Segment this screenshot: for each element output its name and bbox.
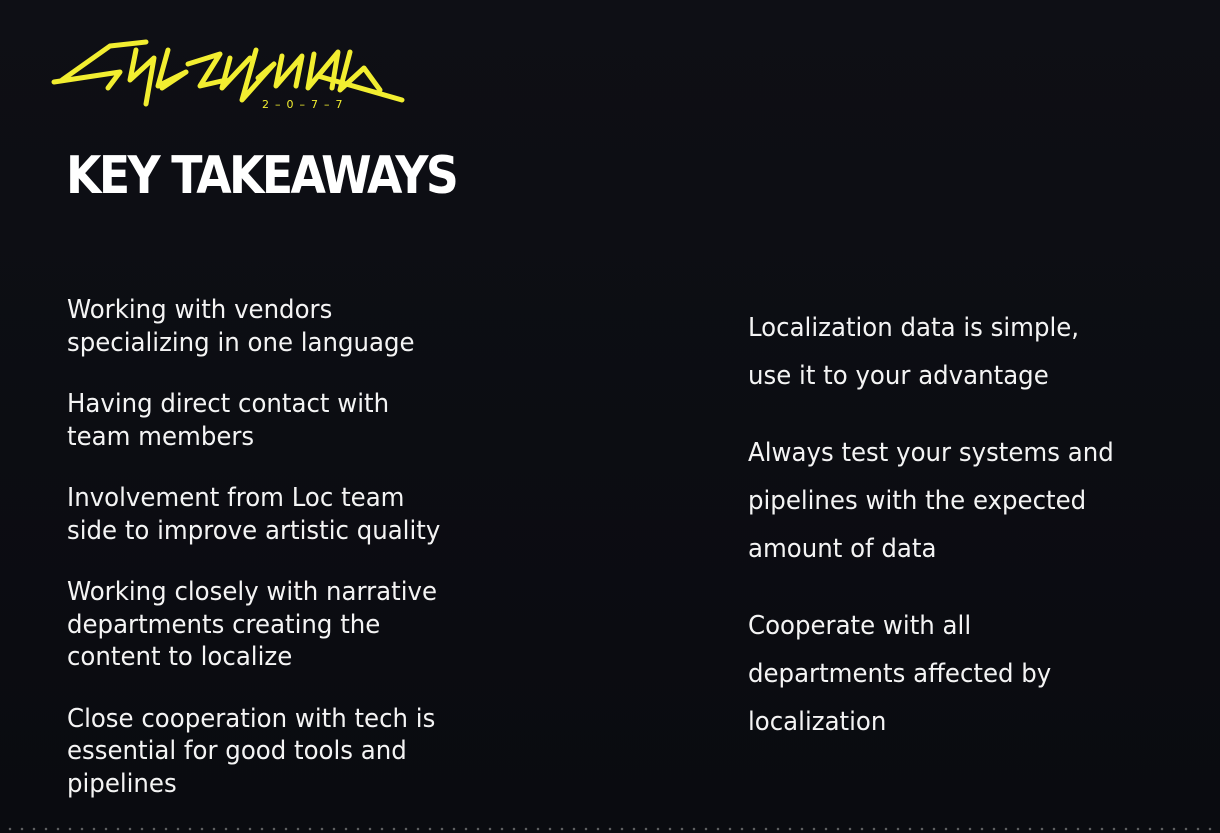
takeaway-item: Involvement from Loc team side to improve artistic quality — [67, 483, 441, 546]
logo-graphic — [50, 28, 410, 120]
takeaway-item: Cooperate with all departments affected by localization — [748, 611, 1052, 737]
takeaway-item: Close cooperation with tech is essential for good tools and pipelines — [67, 703, 436, 799]
cyberpunk-logo — [50, 28, 410, 120]
slide-title: KEY TAKEAWAYS — [66, 146, 457, 206]
takeaway-item: Working with vendors specializing in one language — [67, 295, 415, 358]
dotted-divider — [0, 821, 1220, 833]
takeaway-item: Working closely with narrative departments creating the content to localize — [67, 577, 438, 672]
left-takeaways-list — [67, 294, 537, 829]
takeaway-item: Having direct contact with team members — [67, 389, 390, 452]
takeaway-item: Always test your systems and pipelines with the expected amount of data — [748, 438, 1114, 564]
takeaway-item: Localization data is simple, use it to your advantage — [748, 313, 1080, 391]
right-takeaways-list — [748, 304, 1198, 775]
svg-text:2–0–7–7: 2–0–7–7 — [262, 98, 349, 111]
